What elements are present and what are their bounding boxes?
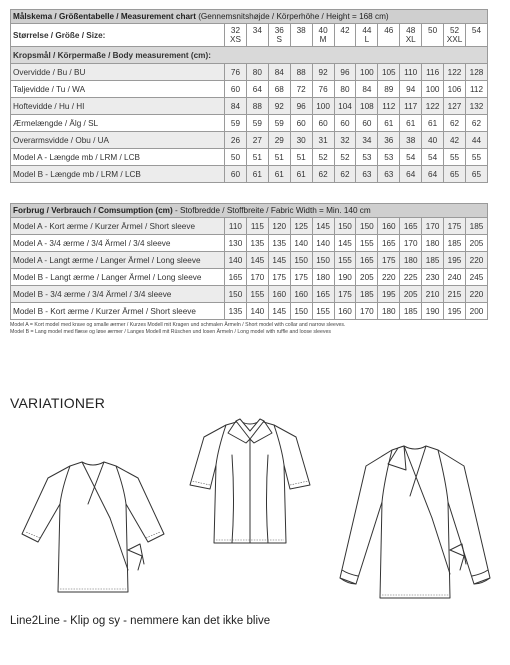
table-cell: 42 [444,132,466,149]
row-label: Model A - Kort ærme / Kurzer Ärmel / Short sleeve [11,218,225,235]
size-header-cell [465,24,487,47]
table-cell: 59 [225,115,247,132]
table-cell: 175 [444,218,466,235]
table-cell: 175 [290,269,312,286]
table-cell: 64 [246,81,268,98]
table-cell: 140 [225,252,247,269]
table-cell: 40 [422,132,444,149]
model-a-note: Model A = Kort model med krave og smalle ærmer / Kurzes Modell mit Kragen und schmalen Ärmeln / Short model with collar and narrow sleeves. [10,322,346,328]
table-cell: 240 [444,269,466,286]
size-letter: L [364,35,370,44]
size-header-cell [268,24,290,47]
table-cell: 175 [268,269,290,286]
size-number: 42 [340,26,350,35]
table-cell: 140 [290,235,312,252]
table-cell: 165 [378,235,400,252]
size-letter [466,35,487,44]
table-cell: 210 [422,286,444,303]
row-label: Ærmelængde / Älg / SL [11,115,225,132]
row-label: Hoftevidde / Hu / HI [11,98,225,115]
table-cell: 180 [378,303,400,320]
size-header-cell [246,24,268,47]
table-row [11,269,488,286]
size-number: 38 [296,26,306,35]
table-cell: 215 [444,286,466,303]
table-cell: 105 [378,64,400,81]
table-cell: 160 [290,286,312,303]
table-cell: 63 [378,166,400,183]
table-cell: 135 [246,235,268,252]
size-header-cell [225,24,247,47]
table-cell: 100 [422,81,444,98]
variations-title: VARIATIONER [10,395,106,411]
table-cell: 225 [400,269,422,286]
table-cell: 26 [225,132,247,149]
table-cell: 54 [422,149,444,166]
table-cell: 135 [225,303,247,320]
size-number: 40 [318,26,328,35]
table-cell: 36 [378,132,400,149]
table-cell: 60 [225,166,247,183]
table-cell: 31 [312,132,334,149]
table-cell: 34 [356,132,378,149]
table-cell: 62 [312,166,334,183]
wrap-blouse-long-sleeve-sketch [330,438,500,613]
table-cell: 220 [465,252,487,269]
table-cell: 27 [246,132,268,149]
consumption-header-title: Forbrug / Verbrauch / Comsumption (cm) [13,206,173,215]
table-cell: 116 [422,64,444,81]
table-cell: 89 [378,81,400,98]
table-cell: 170 [400,235,422,252]
size-letter: M [319,35,327,44]
table-cell: 145 [312,218,334,235]
size-header-cell [290,24,312,47]
table-cell: 117 [400,98,422,115]
table-cell: 96 [334,64,356,81]
table-cell: 205 [400,286,422,303]
table-cell: 65 [465,166,487,183]
table-cell: 205 [356,269,378,286]
size-header-cell [356,24,378,47]
table-cell: 59 [268,115,290,132]
table-cell: 150 [290,303,312,320]
size-number: 36 [274,26,284,35]
consumption-header-row [11,204,488,218]
size-number: 46 [384,26,394,35]
size-header-cell [334,24,356,47]
table-cell: 61 [268,166,290,183]
table-cell: 128 [465,64,487,81]
table-cell: 185 [356,286,378,303]
table-cell: 150 [312,252,334,269]
table-cell: 38 [400,132,422,149]
table-cell: 175 [334,286,356,303]
table-cell: 55 [465,149,487,166]
table-cell: 195 [378,286,400,303]
size-number: 54 [471,26,482,35]
table-cell: 61 [378,115,400,132]
table-row [11,286,488,303]
table-cell: 51 [246,149,268,166]
table-cell: 155 [246,286,268,303]
measurement-table [10,9,488,183]
table-cell: 108 [356,98,378,115]
table-cell: 122 [444,64,466,81]
table-cell: 115 [246,218,268,235]
row-label: Model A - Langt ærme / Langer Ärmel / Long sleeve [11,252,225,269]
table-cell: 60 [356,115,378,132]
table-cell: 150 [290,252,312,269]
size-letter: XS [229,35,241,44]
table-cell: 150 [334,218,356,235]
wrap-blouse-three-quarter-sleeve-sketch [18,452,168,602]
size-label: Størrelse / Größe / Size: [11,24,225,47]
table-cell: 122 [422,98,444,115]
size-letter [335,35,356,44]
table-cell: 76 [312,81,334,98]
size-letter [247,35,268,44]
table-cell: 135 [268,235,290,252]
table-cell: 76 [225,64,247,81]
table-cell: 84 [268,64,290,81]
table-cell: 125 [290,218,312,235]
table-cell: 170 [246,269,268,286]
table-cell: 150 [225,286,247,303]
table-cell: 72 [290,81,312,98]
table-cell: 68 [268,81,290,98]
table-cell: 165 [312,286,334,303]
table-cell: 51 [268,149,290,166]
table-cell: 160 [378,218,400,235]
table-cell: 195 [444,252,466,269]
size-header-cell [422,24,444,47]
table-cell: 96 [290,98,312,115]
measurement-header-title: Målskema / Größentabelle / Measurement chart [13,12,196,21]
row-label: Overarmsvidde / Obu / UA [11,132,225,149]
table-cell: 155 [356,235,378,252]
table-cell: 150 [356,218,378,235]
table-row [11,115,488,132]
table-cell: 110 [225,218,247,235]
table-cell: 185 [465,218,487,235]
table-cell: 61 [246,166,268,183]
size-letter [291,35,312,44]
measurement-header [11,10,488,24]
size-header-cell [378,24,400,47]
table-cell: 30 [290,132,312,149]
size-letter [422,35,443,44]
table-cell: 185 [422,252,444,269]
size-letter: S [276,35,282,44]
row-label: Taljevidde / Tu / WA [11,81,225,98]
table-cell: 88 [290,64,312,81]
table-cell: 180 [312,269,334,286]
consumption-header [11,204,488,218]
table-cell: 200 [465,303,487,320]
table-cell: 80 [246,64,268,81]
table-row [11,149,488,166]
table-cell: 92 [268,98,290,115]
table-cell: 84 [356,81,378,98]
row-label: Model B - Kort ærme / Kurzer Ärmel / Short sleeve [11,303,225,320]
table-cell: 51 [290,149,312,166]
table-cell: 175 [378,252,400,269]
table-cell: 145 [268,303,290,320]
table-cell: 88 [246,98,268,115]
table-row [11,132,488,149]
row-label: Model B - Længde mb / LRM / LCB [11,166,225,183]
size-row [11,24,488,47]
table-cell: 80 [334,81,356,98]
table-cell: 180 [422,235,444,252]
table-cell: 64 [422,166,444,183]
table-cell: 230 [422,269,444,286]
table-cell: 32 [334,132,356,149]
table-cell: 245 [465,269,487,286]
table-cell: 104 [334,98,356,115]
table-cell: 195 [444,303,466,320]
table-cell: 92 [312,64,334,81]
table-cell: 165 [400,218,422,235]
size-header-cell [400,24,422,47]
row-label: Model B - 3/4 ærme / 3/4 Ärmel / 3/4 sleeve [11,286,225,303]
table-cell: 145 [246,252,268,269]
size-number: 52 [449,26,460,35]
table-cell: 165 [356,252,378,269]
table-cell: 61 [422,115,444,132]
table-cell: 61 [290,166,312,183]
table-cell: 54 [400,149,422,166]
table-cell: 160 [268,286,290,303]
table-cell: 55 [444,149,466,166]
table-cell: 44 [465,132,487,149]
table-cell: 29 [268,132,290,149]
table-cell: 61 [400,115,422,132]
consumption-header-fabric-width: - Stofbredde / Stoffbreite / Fabric Width = Min. 140 cm [172,206,371,215]
table-row [11,252,488,269]
table-cell: 170 [356,303,378,320]
size-header-cell [444,24,466,47]
size-number: 32 [230,26,240,35]
body-measurement-header: Kropsmål / Körpermaße / Body measurement (cm): [11,47,488,64]
table-cell: 60 [334,115,356,132]
row-label: Model B - Langt ærme / Langer Ärmel / Long sleeve [11,269,225,286]
table-cell: 132 [465,98,487,115]
body-measurement-header-row [11,47,488,64]
table-cell: 112 [378,98,400,115]
table-row [11,166,488,183]
table-cell: 160 [334,303,356,320]
table-cell: 65 [444,166,466,183]
table-cell: 62 [334,166,356,183]
table-cell: 155 [334,252,356,269]
table-cell: 62 [444,115,466,132]
collared-blouse-short-sleeve-sketch [180,415,320,555]
size-number: 44 [362,26,372,35]
table-cell: 60 [312,115,334,132]
table-cell: 84 [225,98,247,115]
table-row [11,235,488,252]
table-cell: 127 [444,98,466,115]
table-cell: 62 [465,115,487,132]
size-letter [378,35,399,44]
table-cell: 205 [465,235,487,252]
row-label: Model A - 3/4 ærme / 3/4 Ärmel / 3/4 sleeve [11,235,225,252]
table-cell: 165 [225,269,247,286]
table-cell: 63 [356,166,378,183]
table-cell: 190 [422,303,444,320]
footer-slogan: Line2Line - Klip og sy - nemmere kan det ikke blive [10,615,271,627]
size-number: 48 [406,26,416,35]
table-cell: 155 [312,303,334,320]
model-b-note: Model B = Lang model med flæse og løse ærmer / Langes Modell mit Rüschen und losen Ärmeln / Long model with ruffle and loose sleeves [10,329,331,335]
measurement-header-height: (Gennemsnitshøjde / Körperhöhe / Height = 168 cm) [195,12,389,21]
table-cell: 180 [400,252,422,269]
size-number: 50 [428,26,438,35]
table-cell: 185 [400,303,422,320]
table-row [11,218,488,235]
table-cell: 52 [312,149,334,166]
table-cell: 64 [400,166,422,183]
table-row [11,303,488,320]
size-header-cell [312,24,334,47]
table-cell: 190 [334,269,356,286]
table-cell: 50 [225,149,247,166]
table-cell: 52 [334,149,356,166]
size-letter: XXL [446,35,463,44]
table-cell: 140 [312,235,334,252]
row-label: Overvidde / Bu / BU [11,64,225,81]
table-cell: 112 [465,81,487,98]
table-cell: 106 [444,81,466,98]
size-letter: XL [405,35,416,44]
table-cell: 170 [422,218,444,235]
row-label: Model A - Længde mb / LRM / LCB [11,149,225,166]
table-cell: 100 [312,98,334,115]
table-cell: 145 [334,235,356,252]
table-row [11,98,488,115]
table-cell: 59 [246,115,268,132]
table-cell: 120 [268,218,290,235]
table-cell: 60 [225,81,247,98]
size-number: 34 [252,26,262,35]
table-cell: 53 [356,149,378,166]
table-cell: 60 [290,115,312,132]
table-cell: 220 [465,286,487,303]
table-cell: 94 [400,81,422,98]
table-cell: 185 [444,235,466,252]
table-cell: 140 [246,303,268,320]
measurement-header-row [11,10,488,24]
table-row [11,81,488,98]
table-cell: 110 [400,64,422,81]
table-cell: 53 [378,149,400,166]
table-row [11,64,488,81]
consumption-table [10,203,488,320]
table-cell: 130 [225,235,247,252]
table-cell: 100 [356,64,378,81]
table-cell: 145 [268,252,290,269]
table-cell: 220 [378,269,400,286]
